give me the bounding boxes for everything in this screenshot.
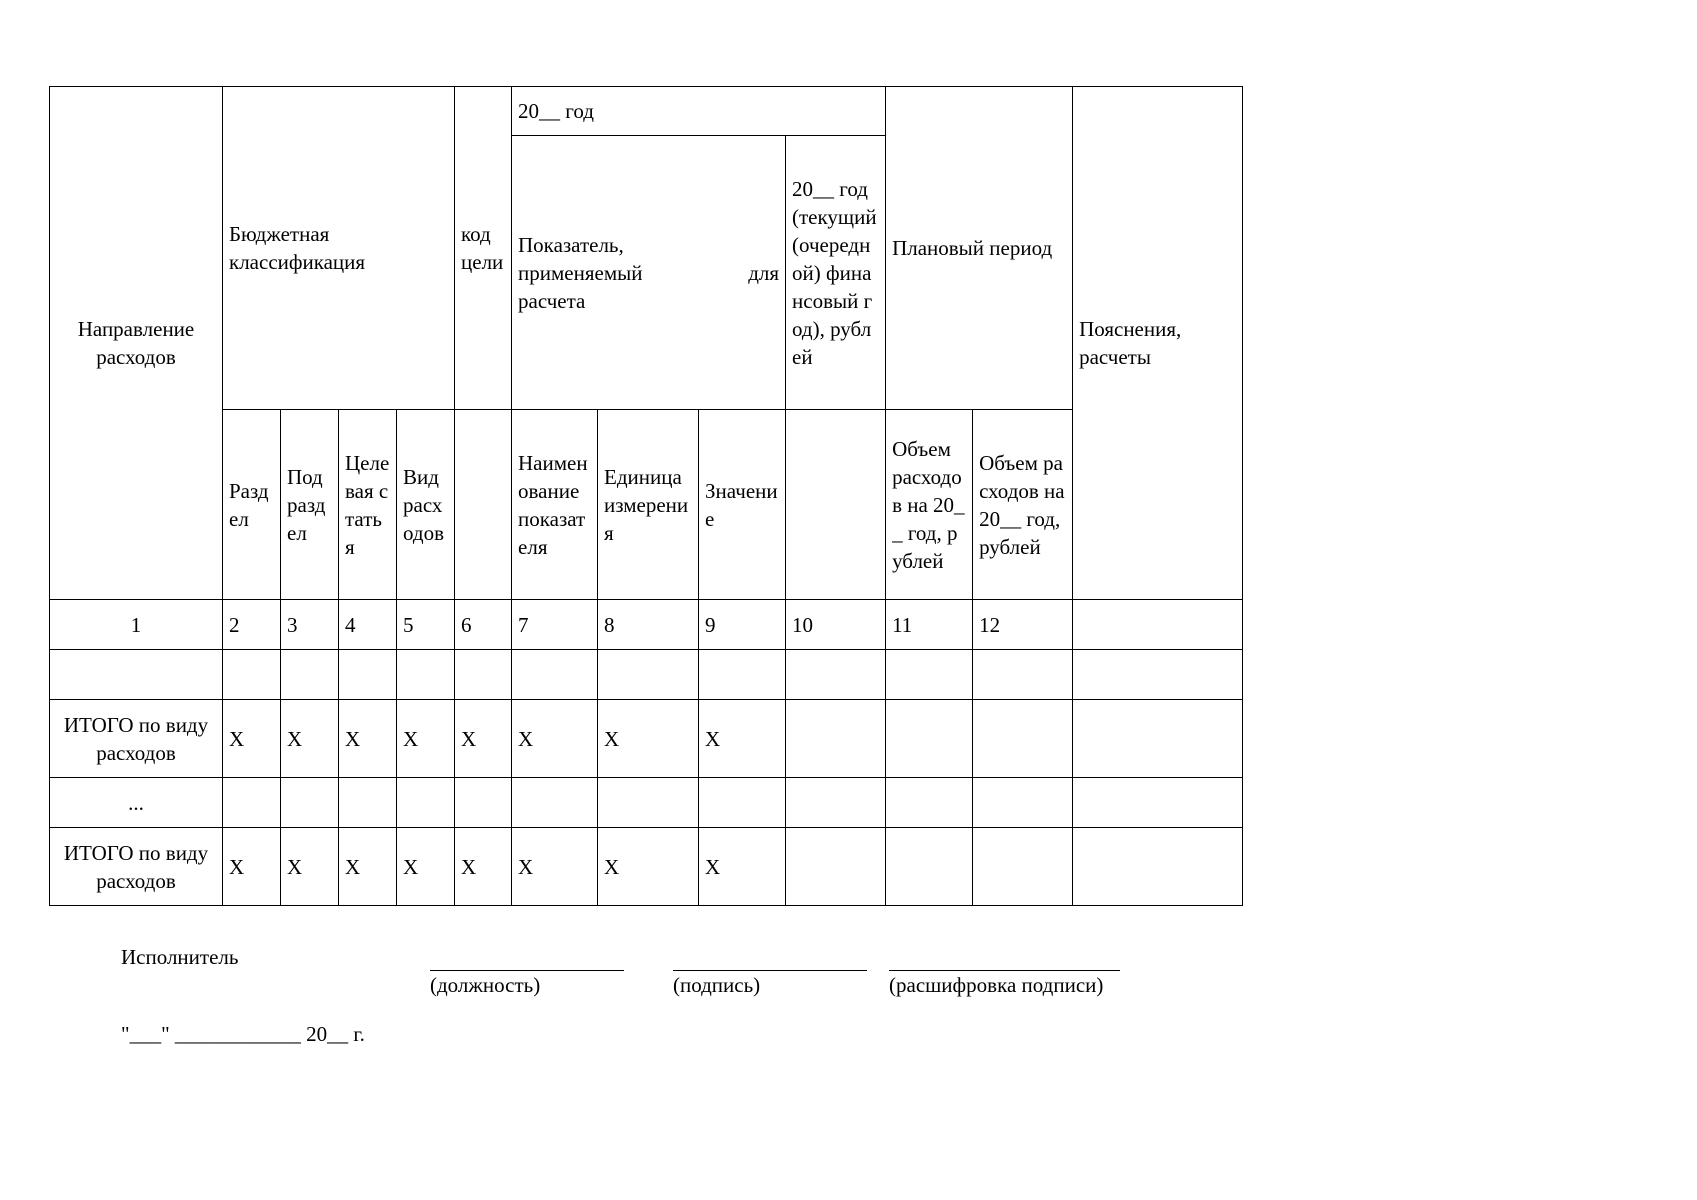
header-tekushiy-god: 20__ год (текущий (очередной) финансовый год), рублей xyxy=(786,136,886,410)
table-cell[interactable] xyxy=(339,650,397,700)
row-label[interactable] xyxy=(50,650,223,700)
table-cell[interactable] xyxy=(397,778,455,828)
table-cell[interactable] xyxy=(886,778,973,828)
row-label: ИТОГО по виду расходов xyxy=(50,700,223,778)
table-cell[interactable] xyxy=(223,650,281,700)
header-obem-1: Объем расходов на 20__ год, рублей xyxy=(886,410,973,600)
header-vid-rashodov: Вид расходов xyxy=(397,410,455,600)
header-obem-2: Объем расходов на 20__ год, рублей xyxy=(973,410,1073,600)
table-cell: X xyxy=(598,828,699,906)
header-napravlenie: Направление расходов xyxy=(50,87,223,600)
header-kod-celi: код цели xyxy=(455,87,512,410)
table-cell: X xyxy=(598,700,699,778)
row-label: ... xyxy=(50,778,223,828)
table-row xyxy=(50,650,1243,700)
table-cell[interactable] xyxy=(339,778,397,828)
podpis-caption: (подпись) xyxy=(673,973,761,997)
table-cell[interactable] xyxy=(281,778,339,828)
col-num-10: 10 xyxy=(786,600,886,650)
col-num-8: 8 xyxy=(598,600,699,650)
date-line[interactable]: "___" ____________ 20__ г. xyxy=(121,1022,365,1046)
table-cell[interactable] xyxy=(886,828,973,906)
col-num-7: 7 xyxy=(512,600,598,650)
table-cell[interactable] xyxy=(598,778,699,828)
table-cell[interactable] xyxy=(1073,700,1243,778)
table-cell: X xyxy=(512,700,598,778)
table-cell: X xyxy=(281,700,339,778)
table-cell[interactable] xyxy=(886,650,973,700)
table-cell: X xyxy=(512,828,598,906)
pokazatel-line-2: применяемый для xyxy=(518,260,780,285)
table-cell[interactable] xyxy=(786,828,886,906)
table-cell[interactable] xyxy=(886,700,973,778)
header-naimenovanie: Наименование показателя xyxy=(512,410,598,600)
table-cell[interactable] xyxy=(786,778,886,828)
table-cell[interactable] xyxy=(973,650,1073,700)
table-cell: X xyxy=(281,828,339,906)
col-num-12: 12 xyxy=(973,600,1073,650)
table-cell[interactable] xyxy=(455,650,512,700)
col-num-5: 5 xyxy=(397,600,455,650)
col-num-11: 11 xyxy=(886,600,973,650)
rasshifrovka-caption: (расшифровка подписи) xyxy=(889,973,1104,997)
header-empty-6 xyxy=(455,410,512,600)
table-cell: X xyxy=(699,700,786,778)
column-number-row xyxy=(50,600,1243,650)
table-cell[interactable] xyxy=(223,778,281,828)
col-num-1: 1 xyxy=(50,600,223,650)
col-num-9: 9 xyxy=(699,600,786,650)
table-cell[interactable] xyxy=(699,778,786,828)
header-empty-10 xyxy=(786,410,886,600)
table-cell: X xyxy=(397,828,455,906)
col-num-4: 4 xyxy=(339,600,397,650)
table-cell[interactable] xyxy=(512,778,598,828)
table-cell[interactable] xyxy=(1073,828,1243,906)
table-cell[interactable] xyxy=(512,650,598,700)
table-cell[interactable] xyxy=(397,650,455,700)
ispolnitel-label: Исполнитель xyxy=(121,945,239,969)
pokazatel-line-3: расчета xyxy=(518,288,586,313)
header-budget-classification: Бюджетная классификация xyxy=(223,87,455,410)
header-pokazatel xyxy=(512,136,786,410)
table-row xyxy=(50,778,1243,828)
table-cell: X xyxy=(223,828,281,906)
header-poyasneniya: Пояснения, расчеты xyxy=(1073,87,1243,600)
budget-form-table xyxy=(49,86,1243,906)
header-planovy-period: Плановый период xyxy=(886,87,1073,410)
header-podrazdel: Подраздел xyxy=(281,410,339,600)
col-num-3: 3 xyxy=(281,600,339,650)
dolzhnost-caption: (должность) xyxy=(430,973,541,997)
table-cell[interactable] xyxy=(1073,650,1243,700)
table-cell[interactable] xyxy=(1073,778,1243,828)
table-cell: X xyxy=(699,828,786,906)
table-cell[interactable] xyxy=(973,700,1073,778)
table-cell: X xyxy=(455,828,512,906)
header-year-group: 20__ год xyxy=(512,87,886,136)
table-cell[interactable] xyxy=(699,650,786,700)
table-cell: X xyxy=(223,700,281,778)
table-row xyxy=(50,828,1243,906)
header-edinica: Единица измерения xyxy=(598,410,699,600)
table-cell[interactable] xyxy=(598,650,699,700)
header-razdel: Раздел xyxy=(223,410,281,600)
header-celevaya-statya: Целевая статья xyxy=(339,410,397,600)
col-num-6: 6 xyxy=(455,600,512,650)
table-cell[interactable] xyxy=(455,778,512,828)
table-cell[interactable] xyxy=(973,778,1073,828)
table-cell[interactable] xyxy=(786,650,886,700)
table-cell: X xyxy=(397,700,455,778)
row-label: ИТОГО по виду расходов xyxy=(50,828,223,906)
col-num-2: 2 xyxy=(223,600,281,650)
col-num-13 xyxy=(1073,600,1243,650)
table-cell: X xyxy=(339,700,397,778)
pokazatel-line-1: Показатель, xyxy=(518,232,624,257)
table-cell[interactable] xyxy=(786,700,886,778)
table-cell[interactable] xyxy=(281,650,339,700)
table-cell: X xyxy=(339,828,397,906)
table-cell: X xyxy=(455,700,512,778)
table-cell[interactable] xyxy=(973,828,1073,906)
header-znachenie: Значение xyxy=(699,410,786,600)
table-row xyxy=(50,700,1243,778)
